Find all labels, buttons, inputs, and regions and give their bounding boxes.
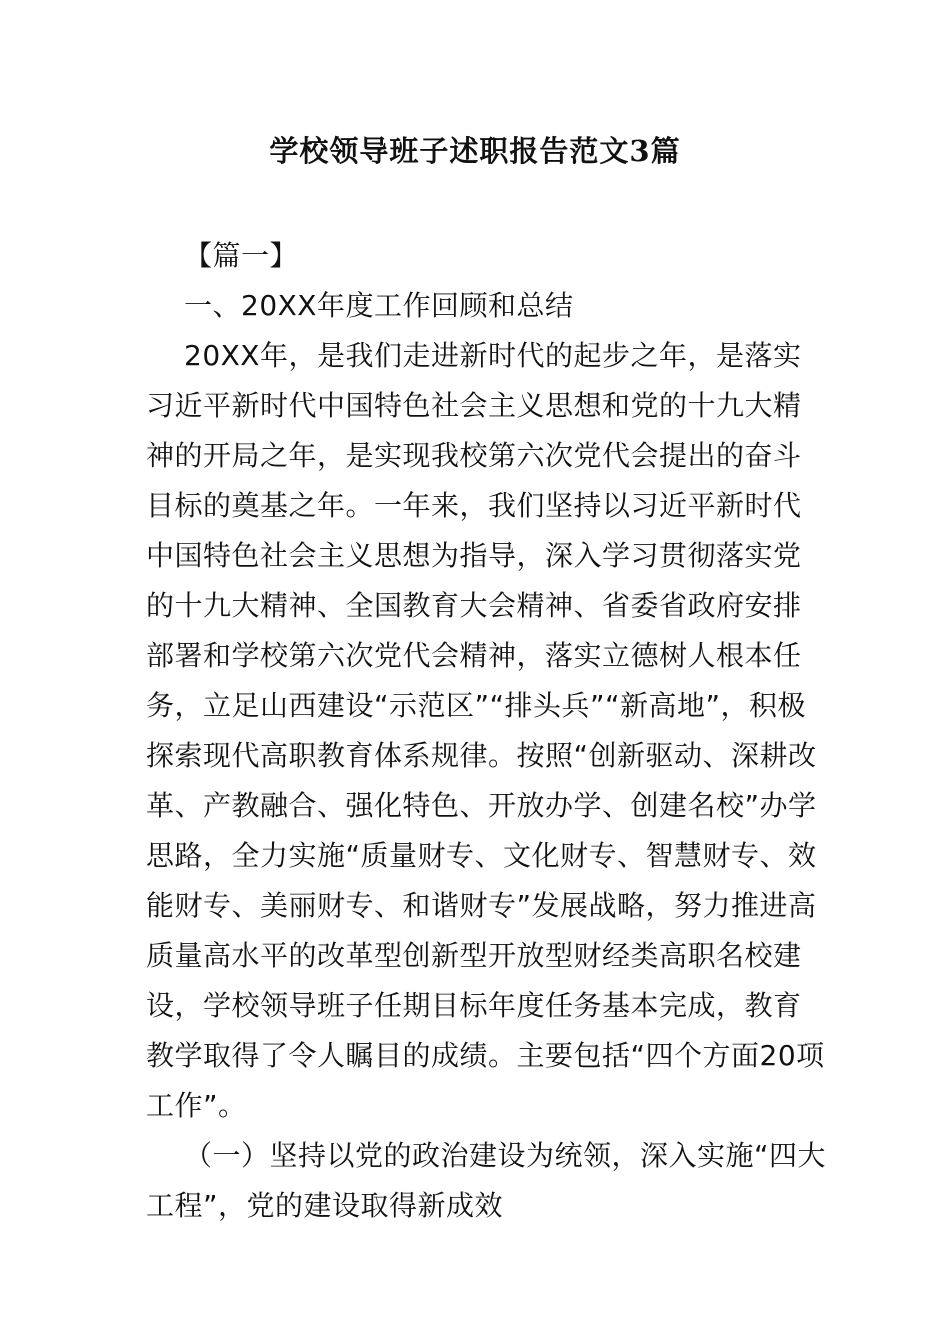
document-title: 学校领导班子述职报告范文3篇 — [269, 134, 681, 168]
subsection-heading: 一、20XX年度工作回顾和总结 — [184, 289, 574, 322]
subsection-heading: （一）坚持以党的政治建设为统领，深入实施“四大工程”，党的建设取得新成效 — [146, 1139, 827, 1222]
body-paragraph: 20XX年，是我们走进新时代的起步之年，是落实习近平新时代中国特色社会主义思想和党的十九大精神的开局之年，是实现我校第六次党代会提出的奋斗目标的奠基之年。一年来，我们坚持以习近平新时代中国特色社会主义思想为指导，深入学习贯彻落实党的十九大精神、全国教育大会精神、省委省政府安排部署和学校第六次党代会精神，落实立德树人根本任务，立足山西建设“示范区”“排头兵”“新高地”，积极探索现代高职教育体系规律。按照“创新驱动、深耕改革、产教融合、强化特色、开放办学、创建名校”办学思路，全力实施“质量财专、文化财专、智慧财专、效能财专、美丽财专、和谐财专”发展战略，努力推进高质量高水平的改革型创新型开放型财经类高职名校建设，学校领导班子任期目标年度任务基本完成，教育教学取得了令人瞩目的成绩。主要包括“四个方面20项工作”。 — [146, 339, 825, 1122]
document-body — [146, 231, 826, 1231]
section-heading: 【篇一】 — [184, 239, 299, 272]
